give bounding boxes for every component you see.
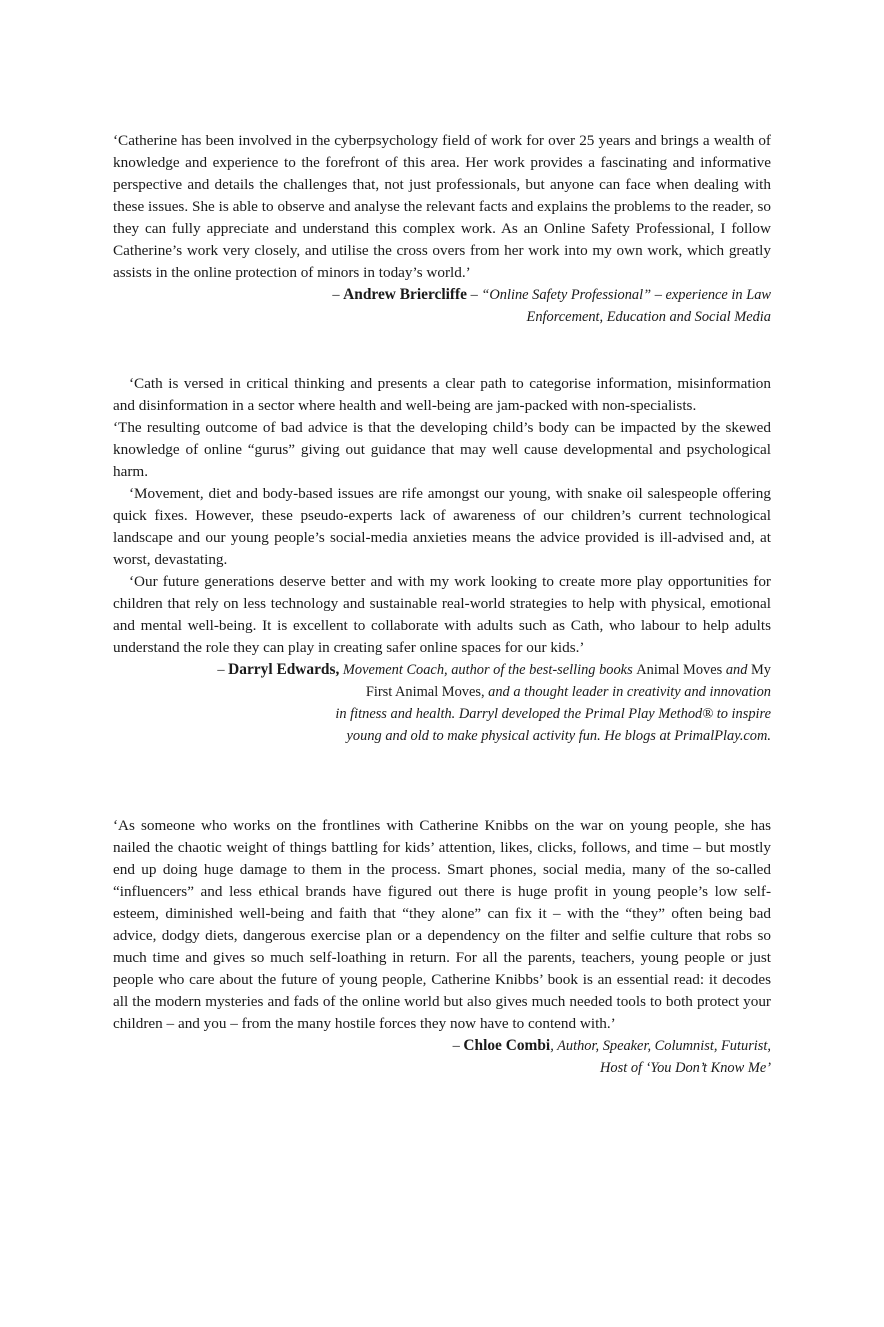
testimonial-1 [113,130,771,328]
testimonial-3-paragraph: ‘As someone who works on the frontlines with Catherine Knibbs on the war on young people, she has nailed the chaotic weight of things battling for kids’ attention, likes, clicks, follows, and time – but mostly end up doing huge damage to them in the process. Smart phones, social media, many of the so-called “influencers” and less ethical brands have figured out there is huge profit in young people’s low self-esteem, diminished well-being and faith that “they alone” can fix it – with the “they” often being bad advice, dodgy diets, dangerous exercise plan or a dependency on the filter and selfie culture that robs so much time and gives so much self-loathing in return. For all the parents, teachers, young people or just people who care about the future of young people, Catherine Knibbs’ book is an essential read: it decodes all the modern mysteries and fads of the online world but also gives much needed tools to both protect your children – and you – from the many hostile forces they now have to contend with.’ [113,817,771,1032]
testimonial-2-paragraph-2: ‘The resulting outcome of bad advice is that the developing child’s body can be impacted by the skewed knowledge of online “gurus” giving out guidance that may well cause developmental and psychological harm. [113,419,771,480]
testimonial-2 [113,373,771,747]
author-name: Darryl Edwards, [228,661,340,678]
attribution-dash: – [452,1038,464,1054]
author-credentials: “Online Safety Professional” – experience in Law [481,287,771,303]
attribution-dash: – [332,287,344,303]
testimonial-2-paragraph-3: ‘Movement, diet and body-based issues are rife amongst our young, with snake oil salespeople offering quick fixes. However, these pseudo-experts lack of awareness of our children’s current technological landscape and our young people’s social-media anxieties means the advice provided is ill-advised and, at worst, devastating. [113,485,771,568]
testimonial-2-paragraph-4: ‘Our future generations deserve better and with my work looking to create more play opportunities for children that rely on less technology and sustainable real-world strategies to help with physical, emotional and mental well-being. It is excellent to collaborate with adults such as Cath, who labour to help adults understand the role they can play in creating safer online spaces for our kids.’ [113,573,771,656]
author-description-line-4: young and old to make physical activity fun. He blogs at PrimalPlay.com. [346,728,771,744]
author-credentials-line-2: Host of ‘You Don’t Know Me’ [600,1060,771,1076]
conjunction: and [722,662,751,678]
author-name: Andrew Briercliffe [343,286,467,303]
testimonial-1-paragraph: ‘Catherine has been involved in the cyberpsychology field of work for over 25 years and brings a wealth of knowledge and experience to the forefront of this area. Her work provides a fascinating and informative perspective and details the challenges that, not just professionals, but anyone can face when dealing with these issues. She is able to observe and analyse the relevant facts and explains the problems to the reader, so they can fully appreciate and understand this complex work. As an Online Safety Professional, I follow Catherine’s work very closely, and utilise the cross overs from her work into my own work, which greatly assists in the online protection of minors in today’s world.’ [113,132,771,281]
book-title-1: Animal Moves [636,662,723,678]
testimonial-3-attribution [113,1035,771,1079]
attribution-dash: – [217,662,229,678]
testimonial-3 [113,815,771,1079]
author-credentials: , Author, Speaker, Columnist, Futurist, [550,1038,771,1054]
author-description-line-3: in fitness and health. Darryl developed the Primal Play Method® to inspire [335,706,771,722]
author-name: Chloe Combi [463,1037,551,1054]
book-title-2-part-2: First Animal Moves, [365,684,485,700]
author-credentials-line-2: Enforcement, Education and Social Media [526,309,771,325]
testimonial-2-attribution [113,659,771,747]
book-title-2-part-1: My [751,662,771,678]
attribution-separator: – [466,287,482,303]
testimonial-1-attribution [113,284,771,328]
testimonial-2-paragraph-1: ‘Cath is versed in critical thinking and presents a clear path to categorise information, misinformation and disinformation in a sector where health and well-being are jam-packed with non-specialists. [113,375,771,414]
author-description: and a thought leader in creativity and innovation [484,684,771,700]
author-role: Movement Coach, author of the best-selling books [339,662,637,678]
